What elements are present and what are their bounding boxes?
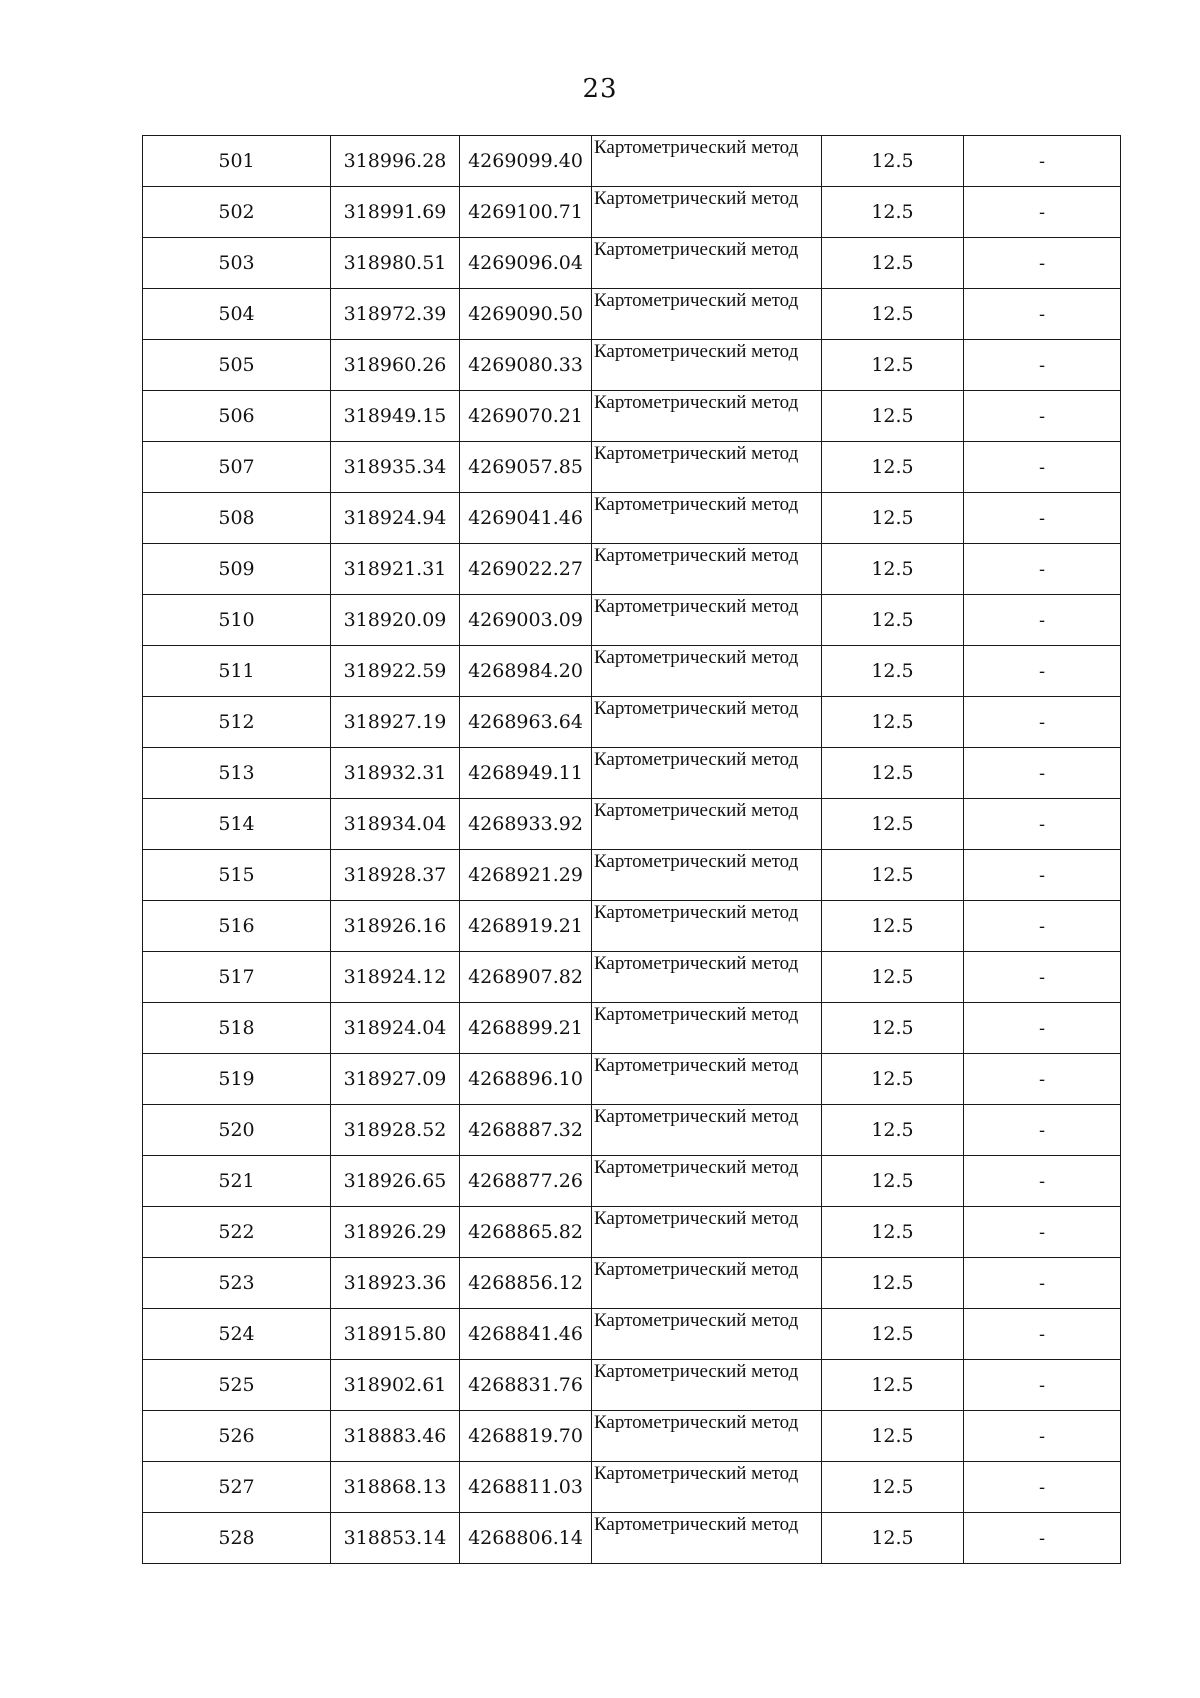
- point-number-cell: 510: [143, 595, 331, 646]
- table-row: [143, 1462, 1121, 1513]
- x-coordinate-cell: 318972.39: [331, 289, 460, 340]
- note-cell: -: [964, 646, 1121, 697]
- accuracy-cell: 12.5: [822, 1309, 964, 1360]
- x-coordinate-cell: 318915.80: [331, 1309, 460, 1360]
- x-coordinate-cell: 318924.94: [331, 493, 460, 544]
- table-row: [143, 1105, 1121, 1156]
- note-cell: -: [964, 1462, 1121, 1513]
- point-number-cell: 502: [143, 187, 331, 238]
- point-number-cell: 515: [143, 850, 331, 901]
- accuracy-cell: 12.5: [822, 1105, 964, 1156]
- x-coordinate-cell: 318928.52: [331, 1105, 460, 1156]
- table-row: [143, 646, 1121, 697]
- table-row: [143, 697, 1121, 748]
- x-coordinate-cell: 318935.34: [331, 442, 460, 493]
- y-coordinate-cell: 4268856.12: [460, 1258, 592, 1309]
- y-coordinate-cell: 4269003.09: [460, 595, 592, 646]
- method-cell: Картометрический метод: [592, 136, 822, 187]
- point-number-cell: 508: [143, 493, 331, 544]
- point-number-cell: 506: [143, 391, 331, 442]
- x-coordinate-cell: 318934.04: [331, 799, 460, 850]
- method-cell: Картометрический метод: [592, 1360, 822, 1411]
- x-coordinate-cell: 318883.46: [331, 1411, 460, 1462]
- x-coordinate-cell: 318928.37: [331, 850, 460, 901]
- accuracy-cell: 12.5: [822, 340, 964, 391]
- method-cell: Картометрический метод: [592, 646, 822, 697]
- accuracy-cell: 12.5: [822, 952, 964, 1003]
- y-coordinate-cell: 4269022.27: [460, 544, 592, 595]
- table-row: [143, 1258, 1121, 1309]
- table-row: [143, 1360, 1121, 1411]
- y-coordinate-cell: 4268907.82: [460, 952, 592, 1003]
- accuracy-cell: 12.5: [822, 493, 964, 544]
- y-coordinate-cell: 4268806.14: [460, 1513, 592, 1564]
- accuracy-cell: 12.5: [822, 1513, 964, 1564]
- point-number-cell: 505: [143, 340, 331, 391]
- point-number-cell: 507: [143, 442, 331, 493]
- y-coordinate-cell: 4268896.10: [460, 1054, 592, 1105]
- note-cell: -: [964, 799, 1121, 850]
- x-coordinate-cell: 318926.29: [331, 1207, 460, 1258]
- note-cell: -: [964, 850, 1121, 901]
- y-coordinate-cell: 4268877.26: [460, 1156, 592, 1207]
- point-number-cell: 501: [143, 136, 331, 187]
- point-number-cell: 517: [143, 952, 331, 1003]
- y-coordinate-cell: 4268899.21: [460, 1003, 592, 1054]
- note-cell: -: [964, 901, 1121, 952]
- x-coordinate-cell: 318922.59: [331, 646, 460, 697]
- method-cell: Картометрический метод: [592, 1207, 822, 1258]
- note-cell: -: [964, 1411, 1121, 1462]
- point-number-cell: 524: [143, 1309, 331, 1360]
- accuracy-cell: 12.5: [822, 595, 964, 646]
- note-cell: -: [964, 544, 1121, 595]
- point-number-cell: 523: [143, 1258, 331, 1309]
- point-number-cell: 520: [143, 1105, 331, 1156]
- note-cell: -: [964, 1309, 1121, 1360]
- point-number-cell: 512: [143, 697, 331, 748]
- accuracy-cell: 12.5: [822, 442, 964, 493]
- point-number-cell: 518: [143, 1003, 331, 1054]
- x-coordinate-cell: 318924.04: [331, 1003, 460, 1054]
- table-row: [143, 544, 1121, 595]
- note-cell: -: [964, 187, 1121, 238]
- note-cell: -: [964, 136, 1121, 187]
- note-cell: -: [964, 238, 1121, 289]
- y-coordinate-cell: 4268887.32: [460, 1105, 592, 1156]
- note-cell: -: [964, 697, 1121, 748]
- x-coordinate-cell: 318927.09: [331, 1054, 460, 1105]
- coordinates-table: [142, 135, 1121, 1564]
- x-coordinate-cell: 318960.26: [331, 340, 460, 391]
- table-row: [143, 799, 1121, 850]
- x-coordinate-cell: 318920.09: [331, 595, 460, 646]
- note-cell: -: [964, 1003, 1121, 1054]
- method-cell: Картометрический метод: [592, 1513, 822, 1564]
- method-cell: Картометрический метод: [592, 289, 822, 340]
- point-number-cell: 503: [143, 238, 331, 289]
- point-number-cell: 525: [143, 1360, 331, 1411]
- point-number-cell: 516: [143, 901, 331, 952]
- x-coordinate-cell: 318996.28: [331, 136, 460, 187]
- point-number-cell: 511: [143, 646, 331, 697]
- note-cell: -: [964, 442, 1121, 493]
- note-cell: -: [964, 340, 1121, 391]
- table-row: [143, 850, 1121, 901]
- table-row: [143, 493, 1121, 544]
- note-cell: -: [964, 1258, 1121, 1309]
- note-cell: -: [964, 1156, 1121, 1207]
- point-number-cell: 527: [143, 1462, 331, 1513]
- y-coordinate-cell: 4268963.64: [460, 697, 592, 748]
- y-coordinate-cell: 4268949.11: [460, 748, 592, 799]
- page-number: 23: [582, 74, 618, 104]
- method-cell: Картометрический метод: [592, 544, 822, 595]
- accuracy-cell: 12.5: [822, 901, 964, 952]
- accuracy-cell: 12.5: [822, 136, 964, 187]
- x-coordinate-cell: 318853.14: [331, 1513, 460, 1564]
- note-cell: -: [964, 493, 1121, 544]
- coordinates-table-body: [143, 136, 1121, 1564]
- accuracy-cell: 12.5: [822, 697, 964, 748]
- method-cell: Картометрический метод: [592, 391, 822, 442]
- table-row: [143, 238, 1121, 289]
- accuracy-cell: 12.5: [822, 850, 964, 901]
- table-row: [143, 1309, 1121, 1360]
- note-cell: -: [964, 595, 1121, 646]
- y-coordinate-cell: 4268819.70: [460, 1411, 592, 1462]
- y-coordinate-cell: 4269057.85: [460, 442, 592, 493]
- method-cell: Картометрический метод: [592, 442, 822, 493]
- note-cell: -: [964, 1105, 1121, 1156]
- point-number-cell: 504: [143, 289, 331, 340]
- table-row: [143, 952, 1121, 1003]
- note-cell: -: [964, 391, 1121, 442]
- table-row: [143, 289, 1121, 340]
- x-coordinate-cell: 318924.12: [331, 952, 460, 1003]
- accuracy-cell: 12.5: [822, 1054, 964, 1105]
- note-cell: -: [964, 952, 1121, 1003]
- method-cell: Картометрический метод: [592, 340, 822, 391]
- method-cell: Картометрический метод: [592, 1003, 822, 1054]
- y-coordinate-cell: 4268933.92: [460, 799, 592, 850]
- note-cell: -: [964, 289, 1121, 340]
- y-coordinate-cell: 4268865.82: [460, 1207, 592, 1258]
- accuracy-cell: 12.5: [822, 544, 964, 595]
- accuracy-cell: 12.5: [822, 1258, 964, 1309]
- x-coordinate-cell: 318921.31: [331, 544, 460, 595]
- y-coordinate-cell: 4268811.03: [460, 1462, 592, 1513]
- accuracy-cell: 12.5: [822, 1156, 964, 1207]
- table-row: [143, 748, 1121, 799]
- y-coordinate-cell: 4268921.29: [460, 850, 592, 901]
- table-row: [143, 187, 1121, 238]
- method-cell: Картометрический метод: [592, 1462, 822, 1513]
- note-cell: -: [964, 748, 1121, 799]
- x-coordinate-cell: 318949.15: [331, 391, 460, 442]
- y-coordinate-cell: 4269090.50: [460, 289, 592, 340]
- x-coordinate-cell: 318926.65: [331, 1156, 460, 1207]
- method-cell: Картометрический метод: [592, 850, 822, 901]
- method-cell: Картометрический метод: [592, 1411, 822, 1462]
- method-cell: Картометрический метод: [592, 595, 822, 646]
- table-row: [143, 1411, 1121, 1462]
- point-number-cell: 522: [143, 1207, 331, 1258]
- y-coordinate-cell: 4269080.33: [460, 340, 592, 391]
- x-coordinate-cell: 318991.69: [331, 187, 460, 238]
- x-coordinate-cell: 318902.61: [331, 1360, 460, 1411]
- y-coordinate-cell: 4268831.76: [460, 1360, 592, 1411]
- x-coordinate-cell: 318932.31: [331, 748, 460, 799]
- y-coordinate-cell: 4269070.21: [460, 391, 592, 442]
- point-number-cell: 514: [143, 799, 331, 850]
- accuracy-cell: 12.5: [822, 646, 964, 697]
- note-cell: -: [964, 1207, 1121, 1258]
- method-cell: Картометрический метод: [592, 238, 822, 289]
- x-coordinate-cell: 318926.16: [331, 901, 460, 952]
- table-row: [143, 340, 1121, 391]
- y-coordinate-cell: 4269096.04: [460, 238, 592, 289]
- table-row: [143, 442, 1121, 493]
- point-number-cell: 528: [143, 1513, 331, 1564]
- y-coordinate-cell: 4269100.71: [460, 187, 592, 238]
- accuracy-cell: 12.5: [822, 1462, 964, 1513]
- accuracy-cell: 12.5: [822, 238, 964, 289]
- point-number-cell: 519: [143, 1054, 331, 1105]
- method-cell: Картометрический метод: [592, 1156, 822, 1207]
- y-coordinate-cell: 4268919.21: [460, 901, 592, 952]
- method-cell: Картометрический метод: [592, 493, 822, 544]
- table-row: [143, 1156, 1121, 1207]
- y-coordinate-cell: 4268841.46: [460, 1309, 592, 1360]
- table-row: [143, 901, 1121, 952]
- accuracy-cell: 12.5: [822, 1411, 964, 1462]
- note-cell: -: [964, 1513, 1121, 1564]
- method-cell: Картометрический метод: [592, 799, 822, 850]
- method-cell: Картометрический метод: [592, 901, 822, 952]
- accuracy-cell: 12.5: [822, 187, 964, 238]
- point-number-cell: 509: [143, 544, 331, 595]
- table-row: [143, 1513, 1121, 1564]
- table-row: [143, 1207, 1121, 1258]
- method-cell: Картометрический метод: [592, 1054, 822, 1105]
- method-cell: Картометрический метод: [592, 697, 822, 748]
- method-cell: Картометрический метод: [592, 1258, 822, 1309]
- table-row: [143, 1003, 1121, 1054]
- accuracy-cell: 12.5: [822, 1207, 964, 1258]
- accuracy-cell: 12.5: [822, 748, 964, 799]
- x-coordinate-cell: 318927.19: [331, 697, 460, 748]
- accuracy-cell: 12.5: [822, 1003, 964, 1054]
- method-cell: Картометрический метод: [592, 748, 822, 799]
- table-row: [143, 391, 1121, 442]
- method-cell: Картометрический метод: [592, 187, 822, 238]
- x-coordinate-cell: 318868.13: [331, 1462, 460, 1513]
- x-coordinate-cell: 318980.51: [331, 238, 460, 289]
- y-coordinate-cell: 4269041.46: [460, 493, 592, 544]
- method-cell: Картометрический метод: [592, 1105, 822, 1156]
- accuracy-cell: 12.5: [822, 391, 964, 442]
- note-cell: -: [964, 1054, 1121, 1105]
- accuracy-cell: 12.5: [822, 1360, 964, 1411]
- method-cell: Картометрический метод: [592, 1309, 822, 1360]
- point-number-cell: 513: [143, 748, 331, 799]
- point-number-cell: 526: [143, 1411, 331, 1462]
- note-cell: -: [964, 1360, 1121, 1411]
- y-coordinate-cell: 4268984.20: [460, 646, 592, 697]
- accuracy-cell: 12.5: [822, 799, 964, 850]
- method-cell: Картометрический метод: [592, 952, 822, 1003]
- y-coordinate-cell: 4269099.40: [460, 136, 592, 187]
- x-coordinate-cell: 318923.36: [331, 1258, 460, 1309]
- accuracy-cell: 12.5: [822, 289, 964, 340]
- table-row: [143, 595, 1121, 646]
- table-row: [143, 136, 1121, 187]
- point-number-cell: 521: [143, 1156, 331, 1207]
- table-row: [143, 1054, 1121, 1105]
